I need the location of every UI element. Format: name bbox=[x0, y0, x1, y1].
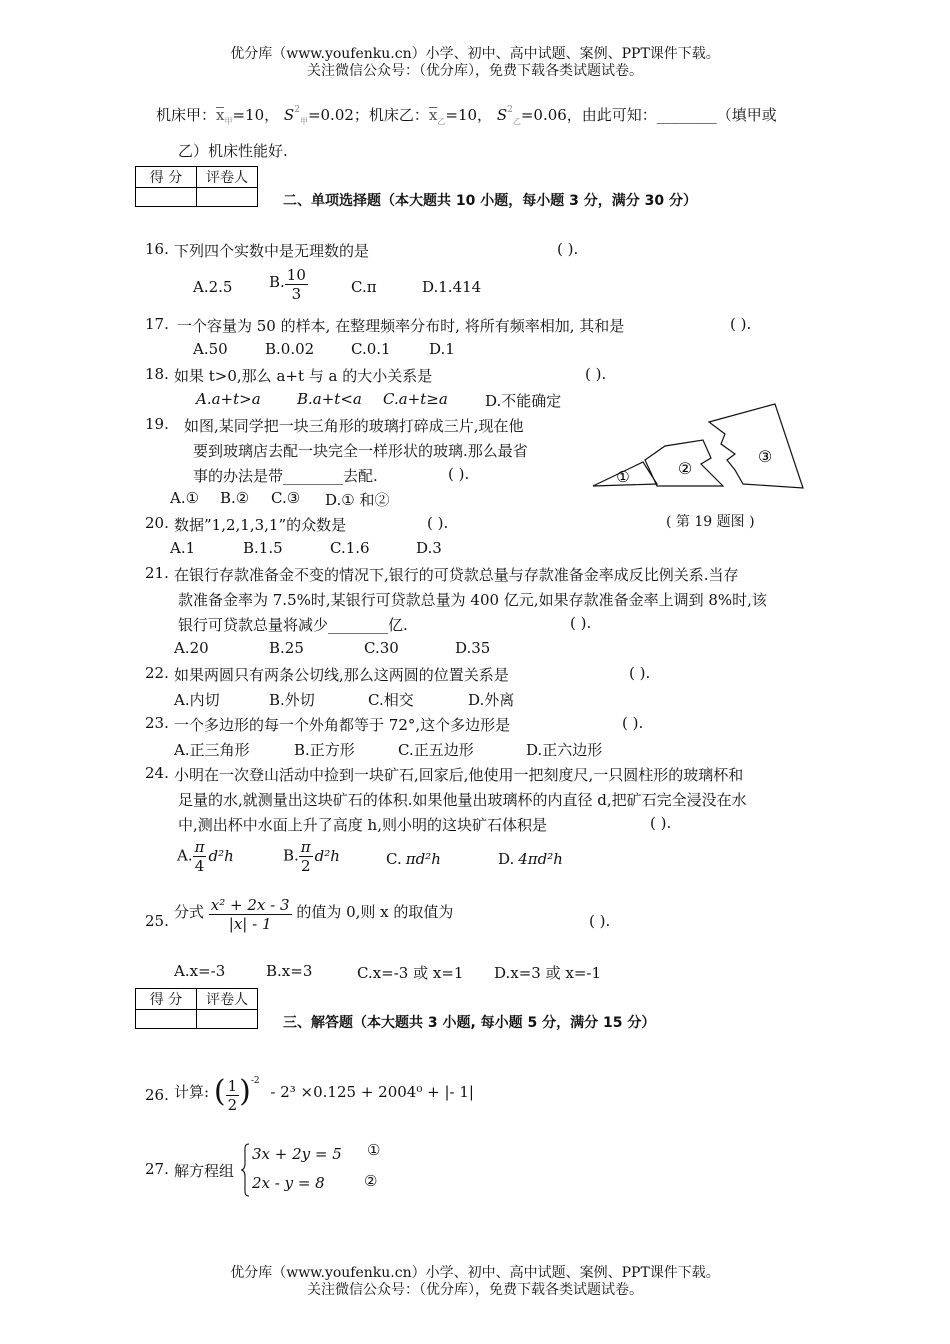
xbar-a: x bbox=[216, 106, 225, 124]
q23-answer-paren: ( ). bbox=[622, 714, 644, 732]
q23-number: 23. bbox=[145, 714, 169, 732]
q24-number: 24. bbox=[145, 764, 169, 782]
q25-answer-paren: ( ). bbox=[589, 912, 611, 930]
score-cell[interactable] bbox=[136, 1010, 197, 1029]
q23-option-d[interactable]: D.正六边形 bbox=[526, 741, 603, 759]
score-header: 得 分 bbox=[136, 167, 197, 188]
q19-option-c[interactable]: C.③ bbox=[271, 489, 301, 507]
q25-option-a[interactable]: A.x=-3 bbox=[174, 962, 226, 980]
grader-header: 评卷人 bbox=[197, 989, 258, 1010]
q19-broken-glass-figure bbox=[585, 398, 815, 498]
q24-option-c[interactable]: C. πd²h bbox=[386, 850, 441, 868]
q20-option-d[interactable]: D.3 bbox=[416, 539, 442, 557]
score-cell[interactable] bbox=[136, 188, 197, 207]
piece-label-2: ② bbox=[677, 459, 693, 478]
q19-number: 19. bbox=[145, 415, 169, 433]
q21-number: 21. bbox=[145, 564, 169, 582]
q23-option-a[interactable]: A.正三角形 bbox=[174, 741, 250, 759]
q16-text: 下列四个实数中是无理数的是 bbox=[174, 242, 370, 260]
q21-option-b[interactable]: B.25 bbox=[269, 639, 304, 657]
score-table-1 bbox=[135, 166, 258, 207]
q24-line1: 小明在一次登山活动中捡到一块矿石,回家后,他使用一把刻度尺,一只圆柱形的玻璃杯和 bbox=[174, 766, 744, 784]
q22-option-a[interactable]: A.内切 bbox=[174, 691, 220, 709]
q27-equation-2: 2x - y = 8 bbox=[252, 1174, 325, 1192]
q27-number: 27. bbox=[145, 1160, 169, 1178]
q19-option-b[interactable]: B.② bbox=[220, 489, 250, 507]
q24-answer-paren: ( ). bbox=[650, 814, 672, 832]
q23-option-b[interactable]: B.正方形 bbox=[294, 741, 355, 759]
q21-line2: 款准备金率为 7.5%时,某银行可贷款总量为 400 亿元,如果存款准备金率上调到 8%时,该 bbox=[178, 591, 767, 609]
q16-option-c[interactable]: C.π bbox=[351, 278, 377, 296]
xbar-b: x bbox=[428, 106, 438, 124]
section-2-title: 二、单项选择题（本大题共 10 小题，每小题 3 分，满分 30 分） bbox=[283, 193, 697, 209]
q25-number: 25. bbox=[145, 912, 169, 930]
q19-line3: 事的办法是带________去配. bbox=[193, 467, 378, 485]
q22-option-c[interactable]: C.相交 bbox=[368, 691, 414, 709]
q19-line1: 如图,某同学把一块三角形的玻璃打碎成三片,现在他 bbox=[184, 417, 524, 435]
score-header: 得 分 bbox=[136, 989, 197, 1010]
q19-option-d[interactable]: D.① 和② bbox=[325, 491, 390, 509]
q20-option-a[interactable]: A.1 bbox=[170, 539, 196, 557]
grader-header: 评卷人 bbox=[197, 167, 258, 188]
q18-text: 如果 t>0,那么 a+t 与 a 的大小关系是 bbox=[174, 367, 433, 385]
q20-text: 数据”1,2,1,3,1”的众数是 bbox=[174, 516, 347, 534]
q16-option-d[interactable]: D.1.414 bbox=[422, 278, 482, 296]
q22-text: 如果两圆只有两条公切线,那么这两圆的位置关系是 bbox=[174, 666, 509, 684]
q25-option-b[interactable]: B.x=3 bbox=[266, 962, 313, 980]
q19-answer-paren: ( ). bbox=[448, 465, 470, 483]
q16-number: 16. bbox=[145, 240, 169, 258]
q22-number: 22. bbox=[145, 664, 169, 682]
q18-option-c[interactable]: C.a+t≥a bbox=[383, 390, 448, 408]
q27-marker-1: ① bbox=[367, 1141, 381, 1159]
q26-number: 26. bbox=[145, 1086, 169, 1104]
q18-option-b[interactable]: B.a+t<a bbox=[297, 390, 362, 408]
q19-line2: 要到玻璃店去配一块完全一样形状的玻璃.那么最省 bbox=[193, 442, 528, 460]
q17-answer-paren: ( ). bbox=[730, 315, 752, 333]
q23-text: 一个多边形的每一个外角都等于 72°,这个多边形是 bbox=[174, 716, 511, 734]
q27-equation-1: 3x + 2y = 5 bbox=[252, 1145, 342, 1163]
q19-option-a[interactable]: A.① bbox=[170, 489, 200, 507]
header-line-1: 优分库（www.youfenku.cn）小学、初中、高中试题、案例、PPT课件下载。 bbox=[230, 46, 720, 62]
q17-text: 一个容量为 50 的样本, 在整理频率分布时, 将所有频率相加, 其和是 bbox=[177, 317, 625, 335]
q26-expression: 计算: ( $\frac{1}{2}$ )$^{-2}$ - 2³ ×0.125 + 2004⁰ + |- 1| bbox=[174, 1074, 474, 1114]
header-line-2: 关注微信公众号：（优分库），免费下载各类试题试卷。 bbox=[307, 63, 643, 79]
system-brace bbox=[240, 1142, 250, 1198]
piece-label-1: ① bbox=[616, 468, 630, 486]
q18-number: 18. bbox=[145, 365, 169, 383]
grader-cell[interactable] bbox=[197, 1010, 258, 1029]
piece-label-3: ③ bbox=[757, 447, 773, 466]
q17-number: 17. bbox=[145, 315, 169, 333]
q25-option-c[interactable]: C.x=-3 或 x=1 bbox=[357, 964, 464, 982]
q25-option-d[interactable]: D.x=3 或 x=-1 bbox=[494, 964, 602, 982]
q20-option-b[interactable]: B.1.5 bbox=[243, 539, 283, 557]
q16-option-a[interactable]: A.2.5 bbox=[193, 278, 233, 296]
q17-option-a[interactable]: A.50 bbox=[193, 340, 228, 358]
q27-marker-2: ② bbox=[364, 1172, 378, 1190]
q24-line3: 中,测出杯中水面上升了高度 h,则小明的这块矿石体积是 bbox=[178, 816, 547, 834]
q24-option-a[interactable]: A. $\frac{\pi}{4}$ d²h bbox=[177, 838, 234, 875]
q21-option-d[interactable]: D.35 bbox=[455, 639, 491, 657]
q22-option-d[interactable]: D.外离 bbox=[468, 691, 515, 709]
q18-option-d[interactable]: D.不能确定 bbox=[485, 392, 562, 410]
q15-line2: 乙）机床性能好. bbox=[178, 142, 288, 160]
q17-option-d[interactable]: D.1 bbox=[429, 340, 455, 358]
score-table-2 bbox=[135, 988, 258, 1029]
q21-option-a[interactable]: A.20 bbox=[174, 639, 209, 657]
q16-option-b[interactable]: B. $\frac{10}{3}$ bbox=[269, 266, 306, 303]
q21-answer-paren: ( ). bbox=[570, 614, 592, 632]
q18-option-a[interactable]: A.a+t>a bbox=[196, 390, 261, 408]
q21-line3: 银行可贷款总量将减少________亿. bbox=[178, 616, 408, 634]
q24-option-d[interactable]: D. 4πd²h bbox=[498, 850, 563, 868]
grader-cell[interactable] bbox=[197, 188, 258, 207]
q17-option-b[interactable]: B.0.02 bbox=[265, 340, 315, 358]
q24-line2: 足量的水,就测量出这块矿石的体积.如果他量出玻璃杯的内直径 d,把矿石完全浸没在水 bbox=[178, 791, 747, 809]
q18-answer-paren: ( ). bbox=[585, 365, 607, 383]
q21-line1: 在银行存款准备金不变的情况下,银行的可贷款总量与存款准备金率成反比例关系.当存 bbox=[174, 566, 739, 584]
section-3-title: 三、解答题（本大题共 3 小题, 每小题 5 分，满分 15 分） bbox=[283, 1015, 656, 1031]
q27-prefix: 解方程组 bbox=[174, 1162, 235, 1180]
q21-option-c[interactable]: C.30 bbox=[364, 639, 399, 657]
q20-answer-paren: ( ). bbox=[427, 514, 449, 532]
footer-line-1: 优分库（www.youfenku.cn）小学、初中、高中试题、案例、PPT课件下载。 bbox=[230, 1265, 720, 1281]
q20-number: 20. bbox=[145, 514, 169, 532]
q22-option-b[interactable]: B.外切 bbox=[269, 691, 315, 709]
q24-option-b[interactable]: B. $\frac{\pi}{2}$ d²h bbox=[283, 838, 340, 875]
q20-option-c[interactable]: C.1.6 bbox=[330, 539, 370, 557]
glass-piece-3 bbox=[709, 404, 803, 488]
q23-option-c[interactable]: C.正五边形 bbox=[398, 741, 474, 759]
q25-expression: 分式 $\frac{\text{x² + 2x - 3}}{|x| - 1}$ 的值为 0,则 x 的取值为 bbox=[174, 896, 454, 933]
q19-figure-caption: ( 第 19 题图 ) bbox=[666, 514, 755, 530]
q22-answer-paren: ( ). bbox=[629, 664, 651, 682]
footer-line-2: 关注微信公众号：（优分库），免费下载各类试题试卷。 bbox=[307, 1282, 643, 1298]
q17-option-c[interactable]: C.0.1 bbox=[351, 340, 391, 358]
q16-answer-paren: ( ). bbox=[557, 240, 579, 258]
q15-line1: 机床甲：$x_甲=10$， $S^2_甲=0.02$；机床乙：$x_乙=10$， $S^2_乙=0.06$，由此可知：________（填甲或 bbox=[156, 105, 777, 126]
